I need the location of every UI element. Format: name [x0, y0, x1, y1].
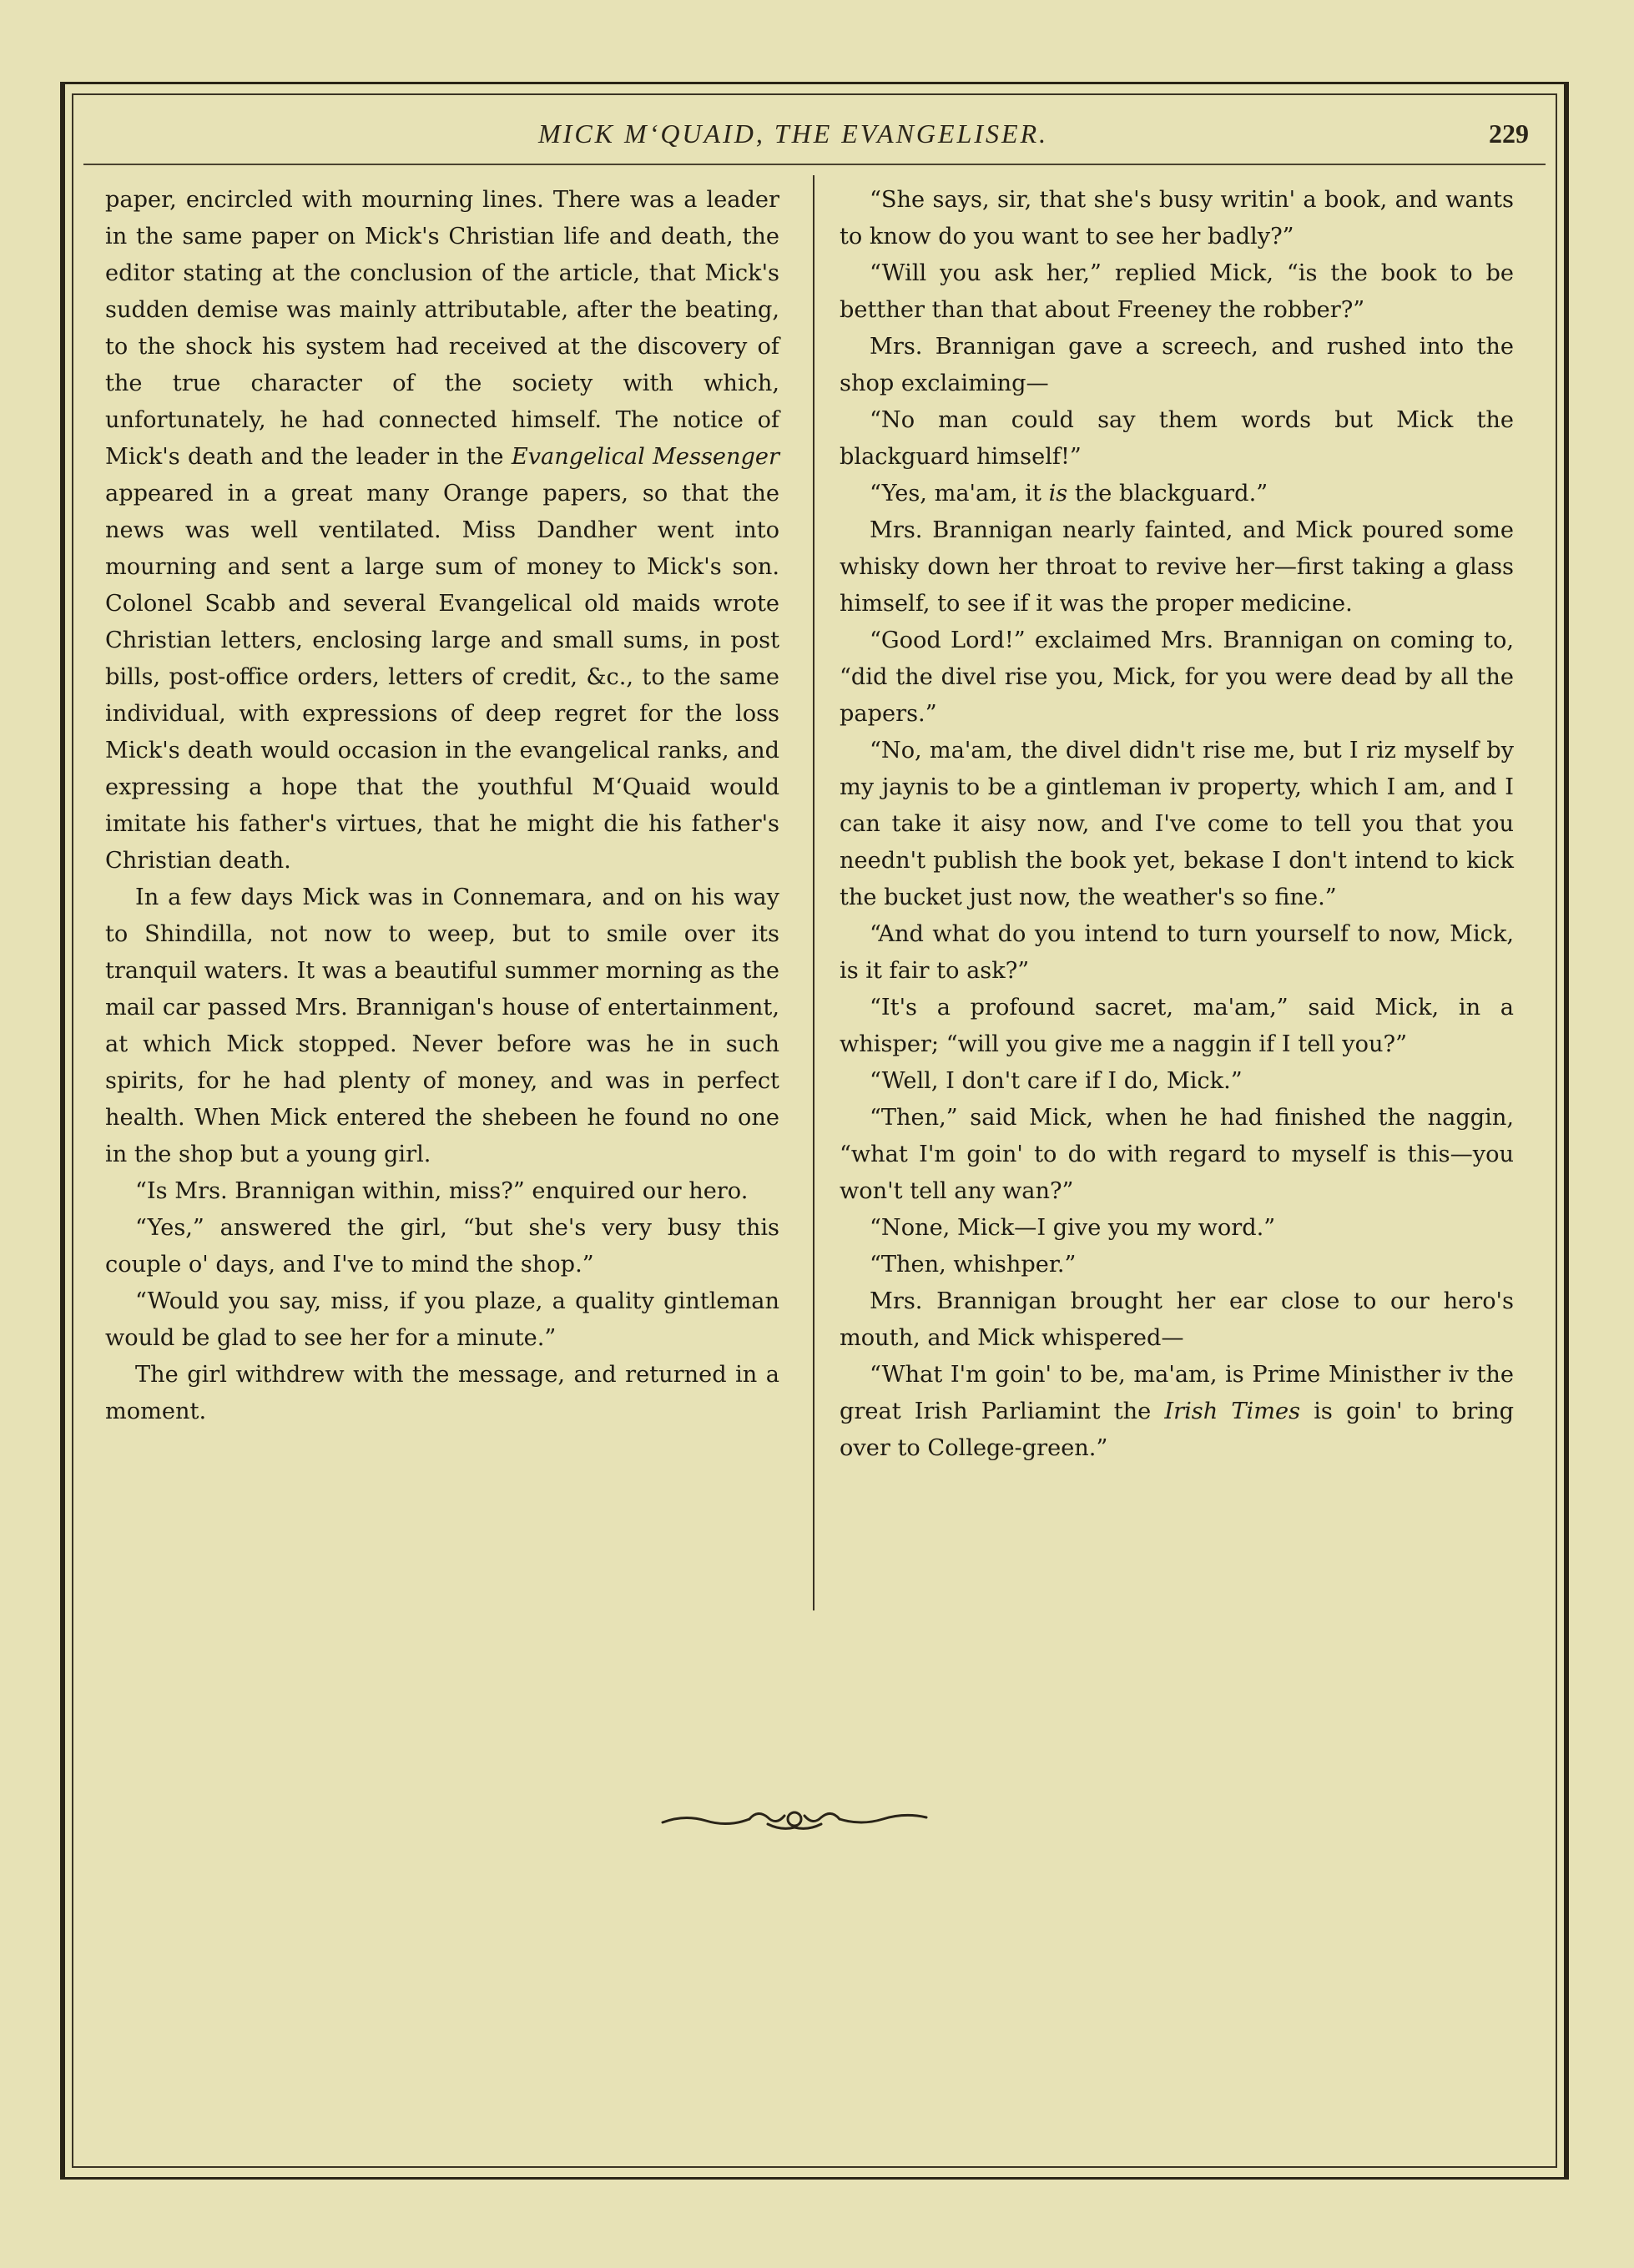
- paragraph: Mrs. Brannigan nearly fainted, and Mick poured some whisky down her throat to revive her—first taking a glass himself, to see if it was the proper medicine.: [840, 517, 1514, 617]
- right-column: [840, 182, 1514, 1467]
- paragraph: Mrs. Brannigan brought her ear close to our hero's mouth, and Mick whispered—: [840, 1288, 1514, 1351]
- text-run: is goin' to bring over to College-green.”: [840, 1399, 1514, 1461]
- text-run: “What I'm goin' to be, ma'am, is Prime Ministher iv the great Irish Parliamint the: [840, 1362, 1514, 1424]
- paragraph: [105, 182, 779, 879]
- paragraph: “Would you say, miss, if you plaze, a quality gintleman would be glad to see her for a minute.”: [105, 1288, 779, 1351]
- text-run: “Yes, ma'am, it: [870, 481, 1049, 507]
- paragraph: Mrs. Brannigan gave a screech, and rushed into the shop exclaiming—: [840, 334, 1514, 396]
- paragraph: “No man could say them words but Mick the blackguard himself!”: [840, 407, 1514, 470]
- paragraph: “Well, I don't care if I do, Mick.”: [870, 1068, 1243, 1094]
- paragraph: “Yes,” answered the girl, “but she's very busy this couple o' days, and I've to mind the shop.”: [105, 1215, 779, 1278]
- left-column: [105, 182, 779, 1430]
- paragraph: The girl withdrew with the message, and returned in a moment.: [105, 1362, 779, 1424]
- paragraph: “None, Mick—I give you my word.”: [870, 1215, 1276, 1241]
- text-run: paper, encircled with mourning lines. There was a leader in the same paper on Mick's Christian life and death, the editor stating at the conclusion of the article, that Mick's sudden demise was mainly attributable, after the beating, to the shock his system had received at the discovery of the true character of the society with which, unfortunately, he had connected himself. The notice of Mick's death and the leader in the: [105, 187, 779, 470]
- paragraph: “Then,” said Mick, when he had finished the naggin, “what I'm goin' to do with regard to myself is this—you won't tell any wan?”: [840, 1105, 1514, 1204]
- paragraph: “Then, whishper.”: [870, 1252, 1077, 1278]
- running-title: MICK M‘QUAID, THE EVANGELISER.: [538, 118, 1049, 149]
- header-rule: [83, 164, 1546, 165]
- scroll-ornament-icon: [659, 1806, 930, 1834]
- paragraph: [840, 1357, 1514, 1467]
- paragraph: [840, 476, 1514, 512]
- paragraph: “No, ma'am, the divel didn't rise me, but I riz myself by my jaynis to be a gintleman iv property, which I am, and I can take it aisy now, and I've come to tell you that you needn't publish the book yet, bekase I don't intend to kick the bucket just now, the weather's so fine.”: [840, 738, 1514, 910]
- paragraph: “Good Lord!” exclaimed Mrs. Brannigan on coming to, “did the divel rise you, Mick, for you were dead by all the papers.”: [840, 627, 1514, 727]
- column-divider: [813, 175, 814, 1610]
- italic-word: is: [1048, 481, 1068, 507]
- text-run: appeared in a great many Orange papers, so that the news was well ventilated. Miss Dandher went into mourning and sent a large sum of money to Mick's son. Colonel Scabb and several Evangelical old maids wrote Christian letters, enclosing large and small sums, in post bills, post-office orders, letters of credit, &c., to the same individual, with expressions of deep regret for the loss Mick's death would occasion in the evangelical ranks, and expressing a hope that the youthful M‘Quaid would imitate his father's virtues, that he might die his father's Christian death.: [105, 481, 779, 874]
- paragraph: “It's a profound sacret, ma'am,” said Mick, in a whisper; “will you give me a naggin if I tell you?”: [840, 995, 1514, 1057]
- text-run: the blackguard.”: [1067, 481, 1268, 507]
- paragraph: “And what do you intend to turn yourself to now, Mick, is it fair to ask?”: [840, 921, 1514, 984]
- paragraph: In a few days Mick was in Connemara, and on his way to Shindilla, not now to weep, but to smile over its tranquil waters. It was a beautiful summer morning as the mail car passed Mrs. Brannigan's house of entertainment, at which Mick stopped. Never before was he in such spirits, for he had plenty of money, and was in perfect health. When Mick entered the shebeen he found no one in the shop but a young girl.: [105, 885, 779, 1167]
- page-number: 229: [1489, 118, 1529, 149]
- paragraph: “Is Mrs. Brannigan within, miss?” enquired our hero.: [135, 1178, 749, 1204]
- italic-title: Evangelical Messenger: [511, 444, 779, 470]
- page-header: [83, 100, 1546, 167]
- paragraph: “She says, sir, that she's busy writin' a book, and wants to know do you want to see her badly?”: [840, 187, 1514, 249]
- italic-title: Irish Times: [1164, 1399, 1301, 1424]
- paragraph: “Will you ask her,” replied Mick, “is the book to be betther than that about Freeney the robber?”: [840, 260, 1514, 323]
